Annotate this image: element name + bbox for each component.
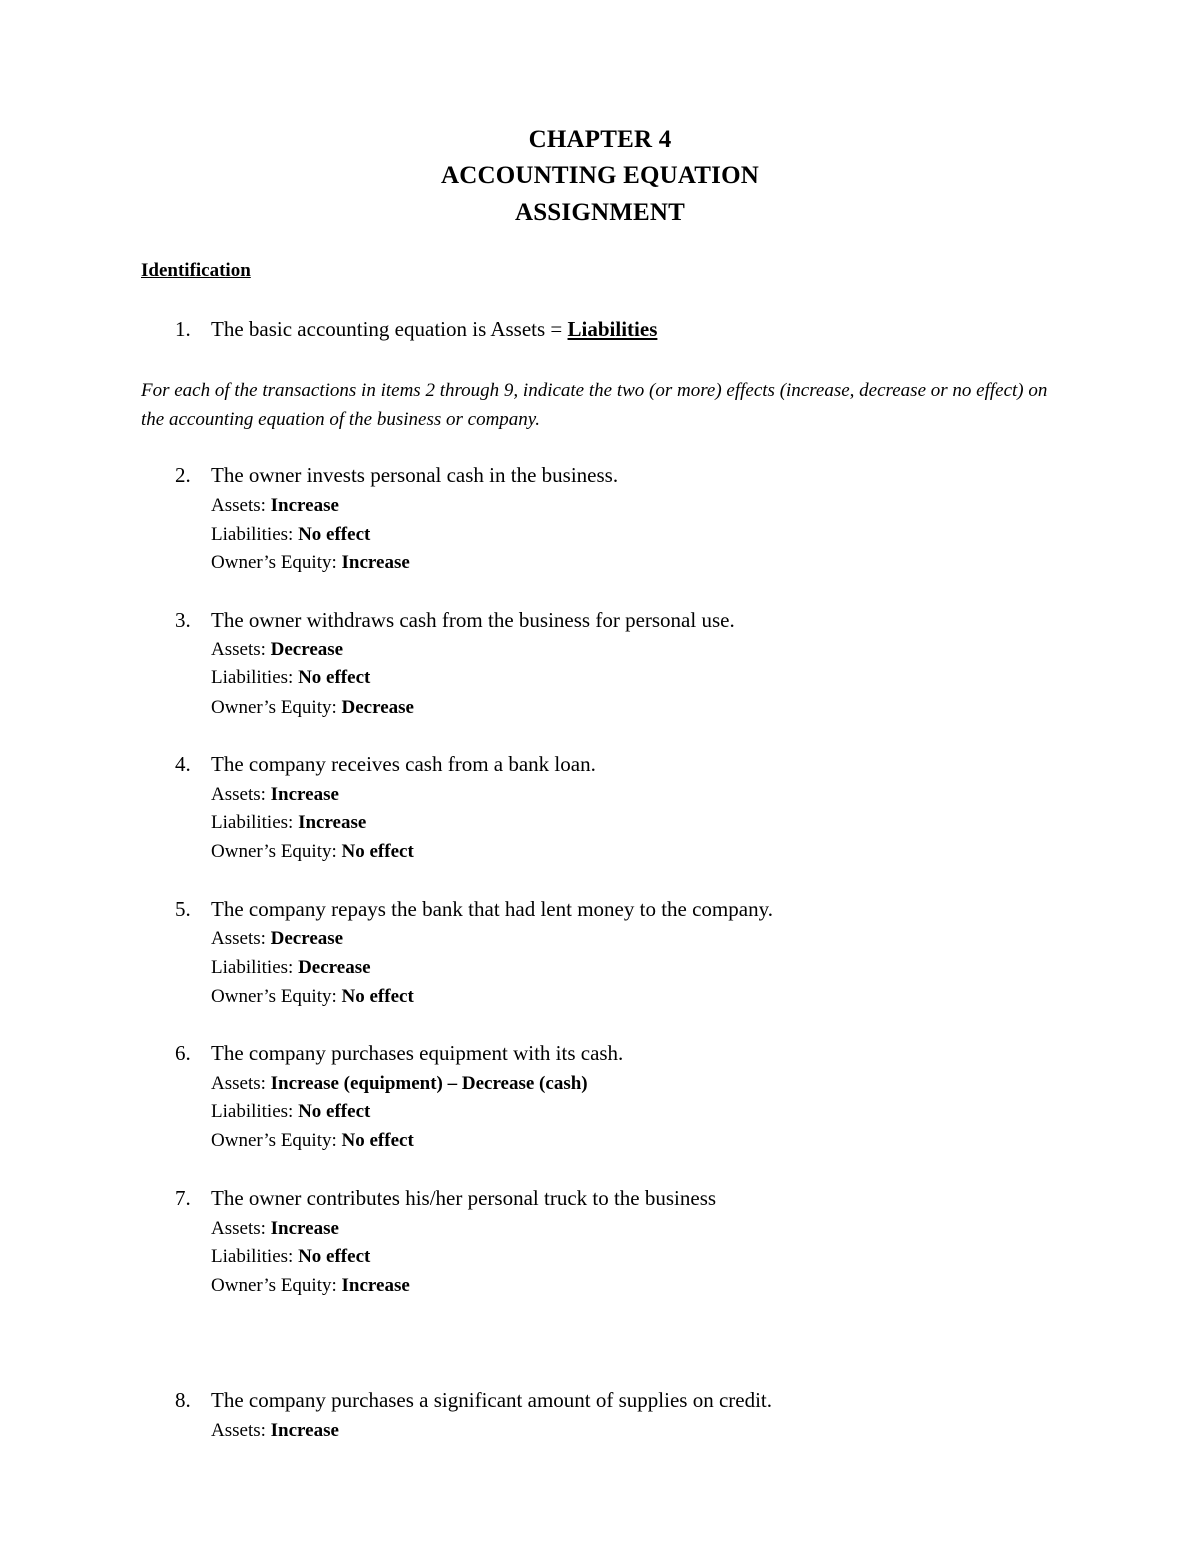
liabilities-label: Liabilities:	[211, 1246, 299, 1267]
question-number: 7.	[175, 1186, 191, 1210]
question-text	[211, 317, 657, 342]
liabilities-effect	[211, 957, 371, 979]
equity-effect	[211, 697, 414, 719]
liabilities-effect	[211, 812, 366, 834]
assets-value: Increase (equipment) – Decrease (cash)	[270, 1073, 588, 1094]
assets-label: Assets:	[211, 784, 271, 805]
assets-label: Assets:	[211, 639, 271, 660]
document-subtitle: ASSIGNMENT	[514, 199, 686, 226]
assets-value: Increase	[270, 495, 339, 516]
assets-label: Assets:	[211, 928, 271, 949]
chapter-title: CHAPTER 4	[528, 126, 672, 153]
question-number: 6.	[175, 1041, 191, 1065]
equity-effect	[211, 1130, 414, 1152]
liabilities-label: Liabilities:	[211, 524, 299, 545]
question-text: The company purchases a significant amount of supplies on credit.	[211, 1388, 773, 1412]
question-number: 4.	[175, 752, 191, 776]
assets-label: Assets:	[211, 1073, 271, 1094]
equity-label: Owner’s Equity:	[211, 552, 342, 573]
equity-effect	[211, 1275, 410, 1297]
assets-value: Increase	[270, 1218, 339, 1239]
question-text: The company repays the bank that had lent money to the company.	[211, 897, 773, 921]
liabilities-effect	[211, 1101, 370, 1123]
liabilities-effect	[211, 1246, 370, 1268]
liabilities-label: Liabilities:	[211, 957, 299, 978]
question-number: 5.	[175, 897, 191, 921]
liabilities-value: Decrease	[298, 957, 371, 978]
assets-effect	[211, 1420, 339, 1442]
assets-effect	[211, 784, 339, 806]
assets-value: Decrease	[270, 928, 344, 949]
equity-label: Owner’s Equity:	[211, 1275, 342, 1296]
equity-value: No effect	[341, 986, 414, 1007]
equity-value: No effect	[341, 1130, 414, 1151]
liabilities-value: No effect	[298, 1246, 371, 1267]
liabilities-value: No effect	[298, 524, 371, 545]
assets-effect	[211, 639, 343, 661]
equity-label: Owner’s Equity:	[211, 841, 342, 862]
liabilities-label: Liabilities:	[211, 812, 299, 833]
question-text: The company purchases equipment with its cash.	[211, 1041, 624, 1065]
assets-effect	[211, 1073, 588, 1095]
equity-effect	[211, 986, 414, 1008]
assets-effect	[211, 495, 339, 517]
assets-label: Assets:	[211, 495, 271, 516]
equity-effect	[211, 552, 410, 574]
question-1-answer: Liabilities	[567, 317, 658, 341]
equity-value: Increase	[341, 552, 410, 573]
question-text: The owner invests personal cash in the business.	[211, 463, 619, 487]
liabilities-value: Increase	[298, 812, 367, 833]
equity-value: No effect	[341, 841, 414, 862]
instructions: For each of the transactions in items 2 through 9, indicate the two (or more) effects (increase, decrease or no effect) on the accounting equation of the business or company.	[141, 380, 1048, 430]
assets-value: Increase	[270, 784, 339, 805]
question-number: 2.	[175, 463, 191, 487]
assets-value: Increase	[270, 1420, 339, 1441]
equity-label: Owner’s Equity:	[211, 1130, 342, 1151]
liabilities-value: No effect	[298, 1101, 371, 1122]
assets-label: Assets:	[211, 1420, 271, 1441]
liabilities-label: Liabilities:	[211, 667, 299, 688]
question-text: The owner withdraws cash from the business for personal use.	[211, 608, 735, 632]
equity-value: Increase	[341, 1275, 410, 1296]
equity-effect	[211, 841, 414, 863]
assets-value: Decrease	[270, 639, 344, 660]
question-number: 8.	[175, 1388, 191, 1412]
assets-label: Assets:	[211, 1218, 271, 1239]
question-text: The owner contributes his/her personal truck to the business	[211, 1186, 717, 1210]
liabilities-value: No effect	[298, 667, 371, 688]
assets-effect	[211, 1218, 339, 1240]
question-number: 3.	[175, 608, 191, 632]
question-1-text: The basic accounting equation is Assets =	[211, 317, 568, 341]
equity-label: Owner’s Equity:	[211, 986, 342, 1007]
question-text: The company receives cash from a bank loan.	[211, 752, 596, 776]
assets-effect	[211, 928, 343, 950]
equity-value: Decrease	[341, 697, 414, 718]
liabilities-effect	[211, 524, 370, 546]
section-heading: Identification	[141, 260, 251, 281]
question-number: 1.	[175, 317, 191, 341]
liabilities-label: Liabilities:	[211, 1101, 299, 1122]
document-title: ACCOUNTING EQUATION	[441, 162, 759, 189]
equity-label: Owner’s Equity:	[211, 697, 342, 718]
liabilities-effect	[211, 667, 370, 689]
